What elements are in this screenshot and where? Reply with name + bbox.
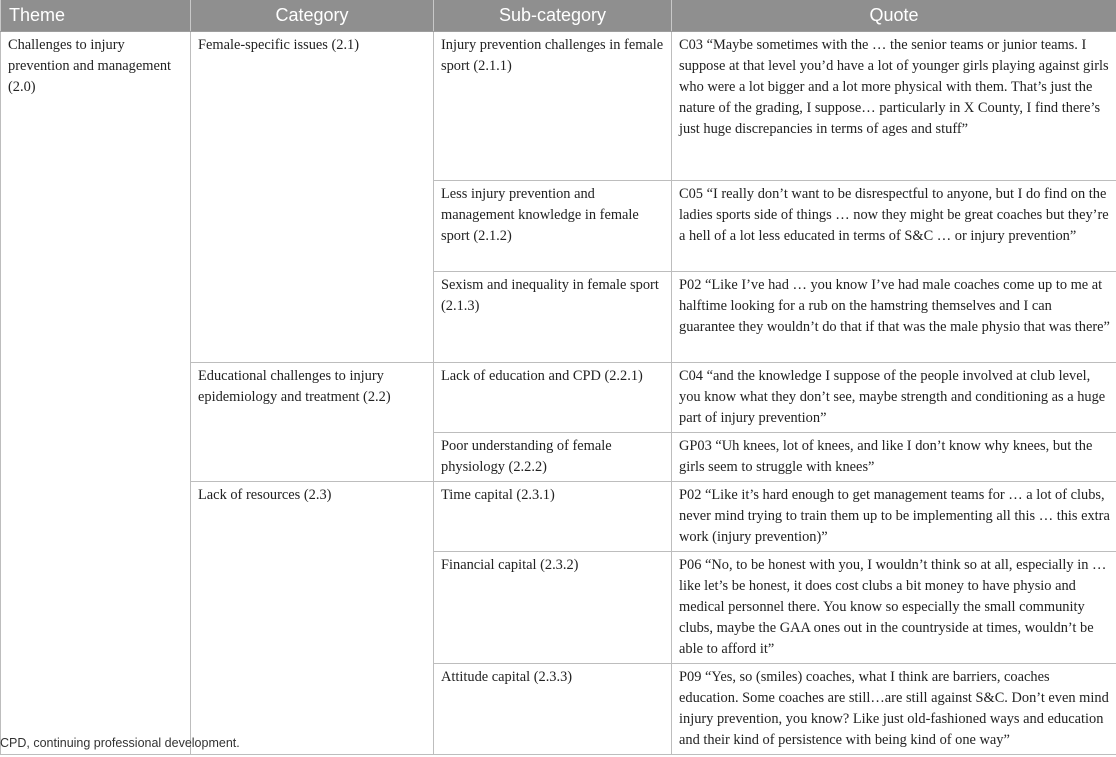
category-cell: Female-specific issues (2.1)	[191, 32, 434, 363]
category-cell: Educational challenges to injury epidemiology and treatment (2.2)	[191, 363, 434, 482]
quote-cell: P06 “No, to be honest with you, I wouldn’t think so at all, especially in … like let’s be honest, it does cost clubs a bit money to have physio and medical personnel there. You know so especially the small community clubs, maybe the GAA ones out in the countryside at times, wouldn’t be able to afford it”	[672, 552, 1116, 664]
sub-category-cell: Less injury prevention and management knowledge in female sport (2.1.2)	[434, 181, 672, 272]
sub-category-cell: Time capital (2.3.1)	[434, 482, 672, 552]
header-theme: Theme	[1, 0, 191, 32]
header-quote: Quote	[672, 0, 1116, 32]
table-footnote: CPD, continuing professional development.	[0, 736, 240, 750]
sub-category-cell: Financial capital (2.3.2)	[434, 552, 672, 664]
quote-cell: P09 “Yes, so (smiles) coaches, what I think are barriers, coaches education. Some coaches are still…are still against S&C. Don’t even mind injury prevention, you know? Like just old-fashioned ways and education and their kind of persistence with being kind of one way”	[672, 664, 1116, 755]
theme-cell: Challenges to injury prevention and management (2.0)	[1, 32, 191, 755]
header-sub-category: Sub-category	[434, 0, 672, 32]
sub-category-cell: Sexism and inequality in female sport (2.1.3)	[434, 272, 672, 363]
quote-cell: C04 “and the knowledge I suppose of the people involved at club level, you know what they don’t see, maybe strength and conditioning as a huge part of injury prevention”	[672, 363, 1116, 433]
quote-cell: GP03 “Uh knees, lot of knees, and like I don’t know why knees, but the girls seem to struggle with knees”	[672, 433, 1116, 482]
header-category: Category	[191, 0, 434, 32]
sub-category-cell: Attitude capital (2.3.3)	[434, 664, 672, 755]
sub-category-cell: Poor understanding of female physiology (2.2.2)	[434, 433, 672, 482]
category-cell: Lack of resources (2.3)	[191, 482, 434, 755]
quote-cell: C03 “Maybe sometimes with the … the senior teams or junior teams. I suppose at that level you’d have a lot of younger girls playing against girls who were a lot bigger and a lot more physical with them. That’s just the nature of the grading, I suppose… particularly in X County, I find there’s just huge discrepancies in terms of ages and stuff”	[672, 32, 1116, 181]
sub-category-cell: Lack of education and CPD (2.2.1)	[434, 363, 672, 433]
sub-category-cell: Injury prevention challenges in female sport (2.1.1)	[434, 32, 672, 181]
quote-cell: C05 “I really don’t want to be disrespectful to anyone, but I do find on the ladies sports side of things … now they might be great coaches but they’re a hell of a lot less educated in terms of S&C … or injury prevention”	[672, 181, 1116, 272]
table-row	[1, 32, 1116, 181]
quote-cell: P02 “Like I’ve had … you know I’ve had male coaches come up to me at halftime looking for a rub on the hamstring themselves and I can guarantee they wouldn’t do that if that was the male physio that was there”	[672, 272, 1116, 363]
table-header-row	[1, 0, 1116, 32]
quote-cell: P02 “Like it’s hard enough to get management teams for … a lot of clubs, never mind trying to train them up to be implementing all this … this extra work (injury prevention)”	[672, 482, 1116, 552]
